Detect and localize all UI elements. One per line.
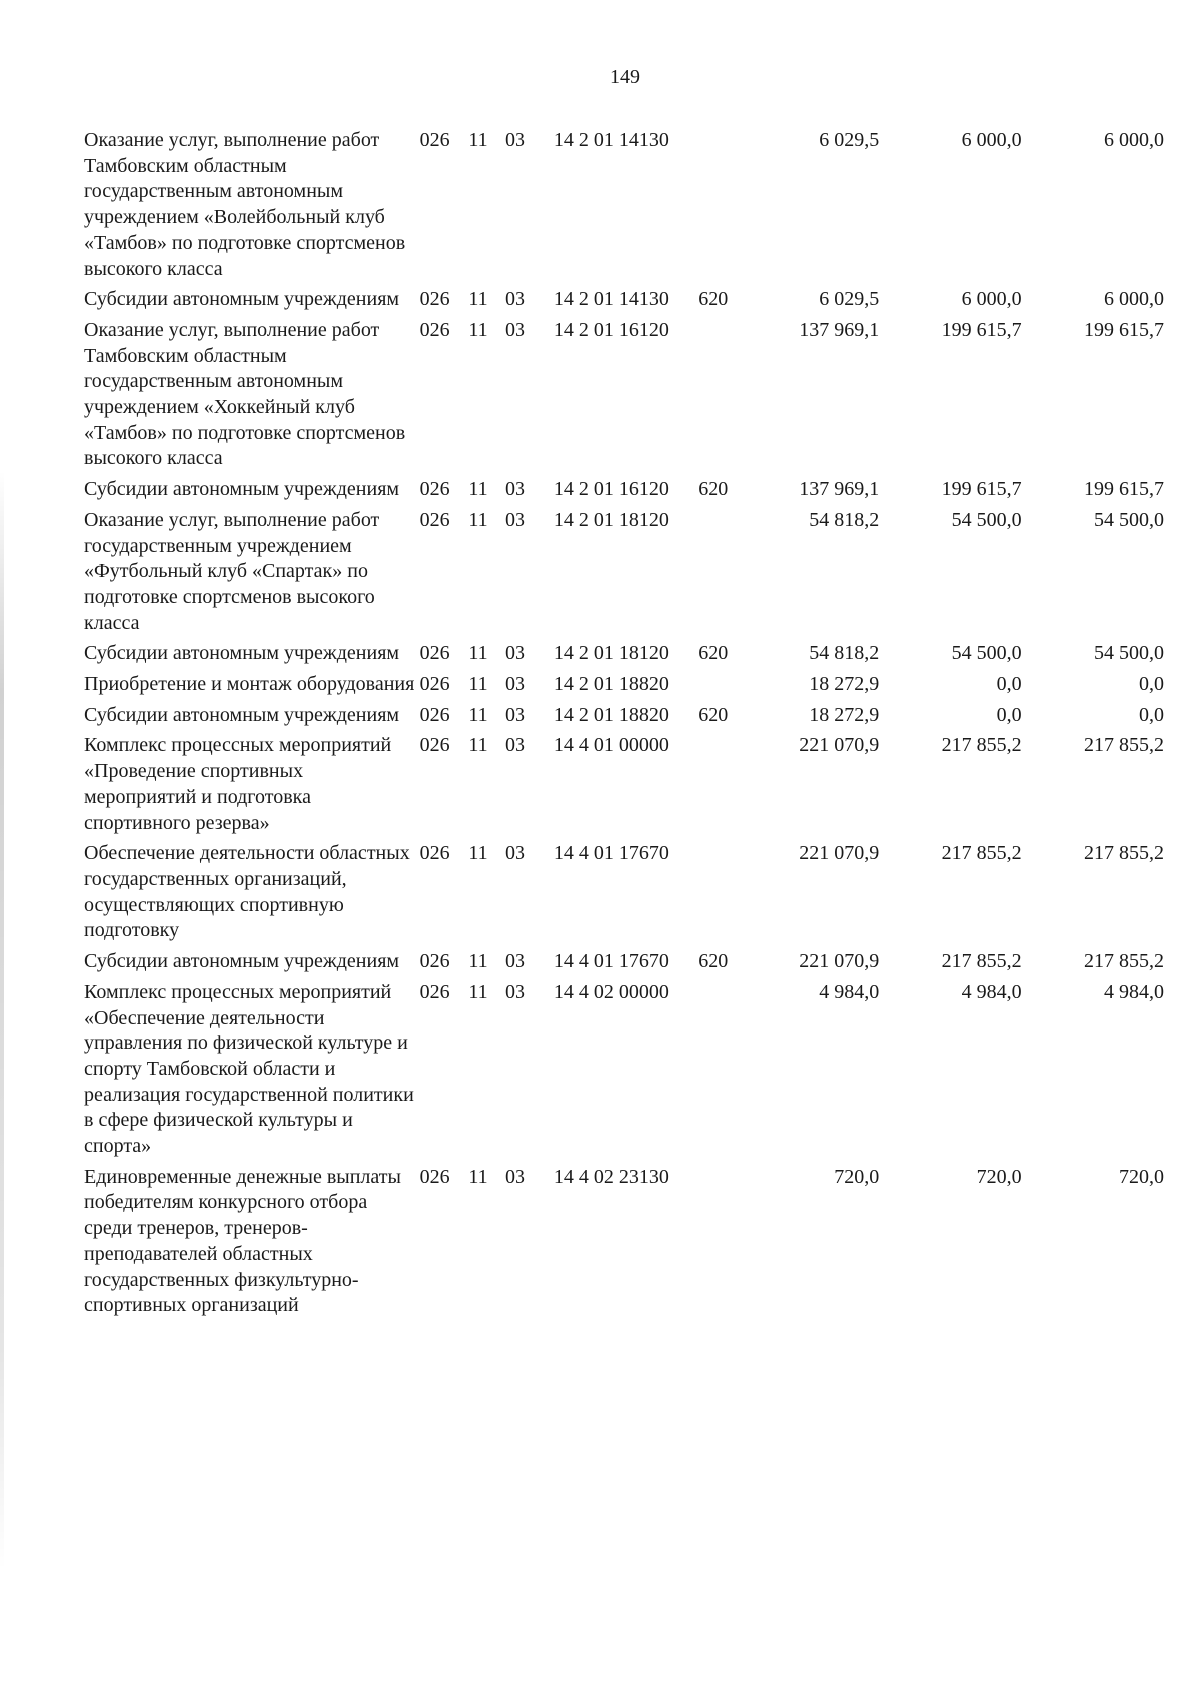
expense-name: Оказание услуг, выполнение работ Тамбовским областным государственным автономным учреждением «Хоккейный клуб «Тамбов» по подготовке спортсменов высокого класса — [84, 318, 406, 470]
amount-year-2: 54 500,0 — [951, 642, 1022, 665]
amount-year-2: 199 615,7 — [941, 478, 1022, 501]
subsection-code: 03 — [505, 508, 525, 531]
table-row — [84, 841, 1164, 949]
table-row — [84, 508, 1164, 642]
amount-year-2: 217 855,2 — [941, 950, 1022, 973]
subsection-code: 03 — [505, 288, 525, 311]
amount-year-2: 199 615,7 — [941, 318, 1022, 341]
expense-type-code — [698, 1165, 754, 1324]
section-code: 11 — [468, 642, 488, 665]
section-code: 11 — [468, 288, 488, 311]
amount-year-3: 0,0 — [1139, 673, 1164, 696]
amount-year-2: 0,0 — [996, 703, 1022, 726]
expense-type-code: 620 — [698, 950, 729, 973]
budget-table — [84, 128, 1164, 1324]
subsection-code: 03 — [505, 318, 525, 341]
amount-year-1: 4 984,0 — [819, 980, 880, 1003]
expense-name: Обеспечение деятельности областных государственных организаций, осуществляющих спортивную подготовку — [84, 842, 410, 942]
table-row — [84, 641, 1164, 672]
target-article-code: 14 2 01 14130 — [553, 288, 669, 311]
subsection-code: 03 — [505, 478, 525, 501]
target-article-code: 14 2 01 16120 — [553, 478, 669, 501]
expense-name: Единовременные денежные выплаты победителям конкурсного отбора среди тренеров, тренеров-преподавателей областных государственных физкультурно-спортивных организаций — [84, 1165, 401, 1317]
table-row — [84, 672, 1164, 703]
expense-type-code: 620 — [698, 288, 729, 311]
amount-year-3: 199 615,7 — [1084, 478, 1164, 501]
target-article-code: 14 4 02 00000 — [553, 980, 669, 1003]
amount-year-3: 217 855,2 — [1084, 734, 1164, 757]
subsection-code: 03 — [505, 642, 525, 665]
expense-name: Субсидии автономным учреждениям — [84, 288, 400, 311]
expense-name: Субсидии автономным учреждениям — [84, 950, 400, 973]
table-row — [84, 318, 1164, 477]
amount-year-3: 217 855,2 — [1084, 950, 1164, 973]
expense-name: Оказание услуг, выполнение работ Тамбовским областным государственным автономным учреждением «Волейбольный клуб «Тамбов» по подготовке спортсменов высокого класса — [84, 129, 406, 280]
section-code: 11 — [468, 950, 488, 973]
section-code: 11 — [468, 980, 488, 1003]
target-article-code: 14 2 01 18120 — [553, 508, 669, 531]
amount-year-1: 720,0 — [834, 1165, 880, 1188]
scan-edge-shadow — [0, 470, 4, 1570]
subsection-code: 03 — [505, 980, 525, 1003]
subsection-code: 03 — [505, 842, 525, 865]
grbs-code: 026 — [419, 288, 450, 311]
subsection-code: 03 — [505, 129, 525, 151]
section-code: 11 — [468, 842, 488, 865]
amount-year-3: 217 855,2 — [1084, 842, 1164, 865]
expense-type-code — [698, 508, 754, 642]
amount-year-1: 18 272,9 — [809, 703, 880, 726]
table-row — [84, 287, 1164, 318]
amount-year-1: 6 029,5 — [819, 288, 880, 311]
target-article-code: 14 2 01 14130 — [553, 129, 669, 151]
amount-year-2: 6 000,0 — [961, 288, 1022, 311]
section-code: 11 — [468, 508, 488, 531]
amount-year-2: 54 500,0 — [951, 508, 1022, 531]
budget-table-body — [84, 128, 1164, 1324]
subsection-code: 03 — [505, 734, 525, 757]
target-article-code: 14 2 01 18120 — [553, 642, 669, 665]
expense-type-code: 620 — [698, 478, 729, 501]
amount-year-3: 54 500,0 — [1094, 508, 1164, 531]
grbs-code: 026 — [419, 980, 450, 1003]
section-code: 11 — [468, 129, 488, 151]
target-article-code: 14 2 01 16120 — [553, 318, 669, 341]
grbs-code: 026 — [419, 950, 450, 973]
target-article-code: 14 4 01 00000 — [553, 734, 669, 757]
subsection-code: 03 — [505, 673, 525, 696]
grbs-code: 026 — [419, 842, 450, 865]
grbs-code: 026 — [419, 318, 450, 341]
subsection-code: 03 — [505, 950, 525, 973]
expense-type-code — [698, 980, 754, 1165]
expense-name: Комплекс процессных мероприятий «Проведение спортивных мероприятий и подготовка спортивного резерва» — [84, 734, 392, 834]
amount-year-1: 221 070,9 — [799, 950, 880, 973]
target-article-code: 14 2 01 18820 — [553, 703, 669, 726]
amount-year-1: 137 969,1 — [799, 478, 880, 501]
expense-name: Субсидии автономным учреждениям — [84, 478, 400, 501]
expense-type-code — [698, 318, 754, 477]
section-code: 11 — [468, 478, 488, 501]
amount-year-1: 221 070,9 — [799, 734, 880, 757]
target-article-code: 14 4 01 17670 — [553, 842, 669, 865]
grbs-code: 026 — [419, 129, 450, 151]
amount-year-1: 54 818,2 — [809, 642, 880, 665]
grbs-code: 026 — [419, 478, 450, 501]
table-row — [84, 477, 1164, 508]
grbs-code: 026 — [419, 1165, 450, 1188]
subsection-code: 03 — [505, 1165, 525, 1188]
amount-year-3: 720,0 — [1119, 1165, 1164, 1188]
grbs-code: 026 — [419, 508, 450, 531]
table-row — [84, 733, 1164, 841]
amount-year-3: 54 500,0 — [1094, 642, 1164, 665]
table-row — [84, 128, 1164, 287]
target-article-code: 14 4 02 23130 — [553, 1165, 669, 1188]
grbs-code: 026 — [419, 734, 450, 757]
expense-type-code: 620 — [698, 642, 729, 665]
amount-year-2: 720,0 — [976, 1165, 1022, 1188]
section-code: 11 — [468, 734, 488, 757]
expense-name: Приобретение и монтаж оборудования — [84, 673, 415, 696]
expense-name: Комплекс процессных мероприятий «Обеспечение деятельности управления по физической культуре и спорту Тамбовской области и реализация государственной политики в сфере физической культуры и спорта» — [84, 980, 414, 1158]
amount-year-2: 217 855,2 — [941, 842, 1022, 865]
expense-type-code — [698, 128, 754, 287]
amount-year-1: 137 969,1 — [799, 318, 880, 341]
expense-name: Оказание услуг, выполнение работ государственным учреждением «Футбольный клуб «Спартак» по подготовке спортсменов высокого класса — [84, 508, 380, 634]
section-code: 11 — [468, 1165, 488, 1188]
amount-year-3: 4 984,0 — [1104, 980, 1164, 1003]
amount-year-3: 0,0 — [1139, 703, 1164, 726]
expense-type-code — [698, 733, 754, 841]
amount-year-1: 18 272,9 — [809, 673, 880, 696]
expense-type-code — [698, 841, 754, 949]
subsection-code: 03 — [505, 703, 525, 726]
expense-name: Субсидии автономным учреждениям — [84, 642, 400, 665]
target-article-code: 14 4 01 17670 — [553, 950, 669, 973]
grbs-code: 026 — [419, 703, 450, 726]
table-row — [84, 1165, 1164, 1324]
amount-year-3: 6 000,0 — [1104, 129, 1164, 151]
table-row — [84, 980, 1164, 1165]
amount-year-1: 221 070,9 — [799, 842, 880, 865]
amount-year-3: 199 615,7 — [1084, 318, 1164, 341]
amount-year-3: 6 000,0 — [1104, 288, 1164, 311]
table-row — [84, 703, 1164, 734]
amount-year-2: 0,0 — [996, 673, 1022, 696]
grbs-code: 026 — [419, 673, 450, 696]
amount-year-2: 4 984,0 — [961, 980, 1022, 1003]
expense-type-code: 620 — [698, 703, 729, 726]
section-code: 11 — [468, 673, 488, 696]
section-code: 11 — [468, 318, 488, 341]
amount-year-2: 217 855,2 — [941, 734, 1022, 757]
grbs-code: 026 — [419, 642, 450, 665]
section-code: 11 — [468, 703, 488, 726]
amount-year-1: 6 029,5 — [819, 129, 880, 151]
expense-name: Субсидии автономным учреждениям — [84, 703, 400, 726]
amount-year-1: 54 818,2 — [809, 508, 880, 531]
amount-year-2: 6 000,0 — [961, 129, 1022, 151]
expense-type-code — [698, 672, 754, 703]
table-row — [84, 949, 1164, 980]
page-number: 149 — [610, 66, 640, 88]
target-article-code: 14 2 01 18820 — [553, 673, 669, 696]
